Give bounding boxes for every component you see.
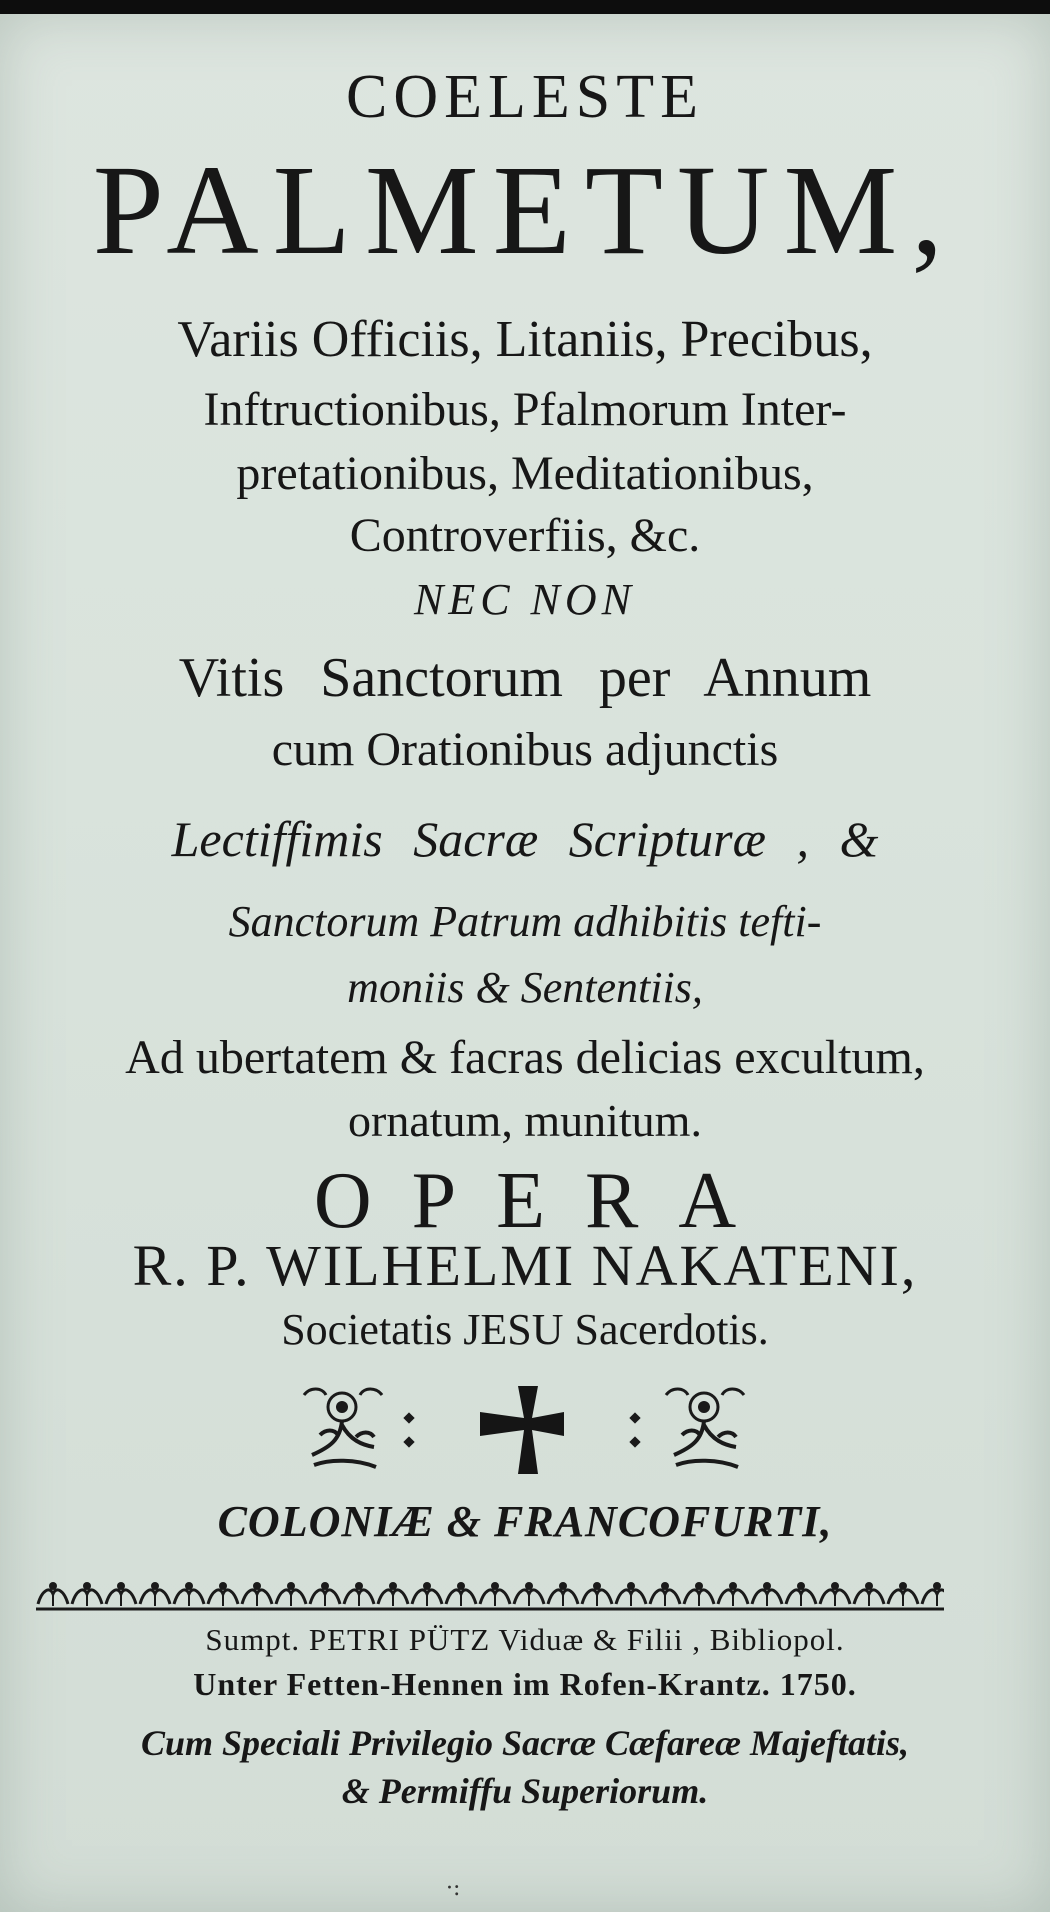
ornatum-line: ornatum, munitum. bbox=[348, 1095, 702, 1146]
title-line-coeleste: COELESTE bbox=[346, 63, 704, 131]
permission-line: & Permiffu Superiorum. bbox=[341, 1771, 709, 1811]
title-page bbox=[0, 14, 1050, 1912]
cross-pattee-icon bbox=[480, 1386, 564, 1474]
imprint-place-line: COLONIÆ & FRANCOFURTI, bbox=[217, 1497, 833, 1546]
diamond-dots-right-icon bbox=[629, 1412, 640, 1447]
publisher-line: Sumpt. PETRI PÜTZ Viduæ & Filii , Bibliopol. bbox=[205, 1622, 845, 1657]
flower-vignette-right-icon bbox=[666, 1389, 744, 1467]
main-title-palmetum: PALMETUM, bbox=[92, 139, 958, 281]
ad-ubertatem-line: Ad ubertatem & facras delicias excultum, bbox=[125, 1031, 925, 1084]
paper-speck: ·: bbox=[446, 1876, 461, 1901]
scan-top-edge bbox=[0, 0, 1050, 14]
cum-orationibus-line: cum Orationibus adjunctis bbox=[271, 723, 779, 776]
moniis-line: moniis & Sententiis, bbox=[347, 963, 703, 1012]
subtitle-line-1: Variis Officiis, Litaniis, Precibus, bbox=[177, 311, 873, 368]
opera-line: OPERA bbox=[313, 1157, 777, 1245]
subtitle-line-4: Controverfiis, &c. bbox=[349, 509, 701, 562]
lectissimis-line: Lectiffimis Sacræ Scripturæ , & bbox=[171, 811, 879, 867]
address-year-line: Unter Fetten-Hennen im Rofen-Krantz. 1750. bbox=[193, 1666, 857, 1702]
author-line: R. P. WILHELMI NAKATENI, bbox=[132, 1233, 918, 1298]
nec-non-line: NEC NON bbox=[413, 575, 637, 624]
vitis-sanctorum-line: Vitis Sanctorum per Annum bbox=[178, 647, 872, 709]
diamond-dots-left-icon bbox=[403, 1412, 414, 1447]
printers-ornament bbox=[290, 1380, 760, 1480]
decorative-border-rule bbox=[36, 1576, 944, 1612]
subtitle-line-2: Inftructionibus, Pfalmorum Inter- bbox=[203, 383, 847, 436]
privilege-line: Cum Speciali Privilegio Sacræ Cæfareæ Majeftatis, bbox=[141, 1723, 909, 1763]
flower-vignette-left-icon bbox=[304, 1389, 382, 1467]
subtitle-line-3: pretationibus, Meditationibus, bbox=[236, 447, 814, 500]
societatis-line: Societatis JESU Sacerdotis. bbox=[281, 1305, 769, 1354]
sanctorum-patrum-line: Sanctorum Patrum adhibitis tefti- bbox=[228, 897, 822, 946]
